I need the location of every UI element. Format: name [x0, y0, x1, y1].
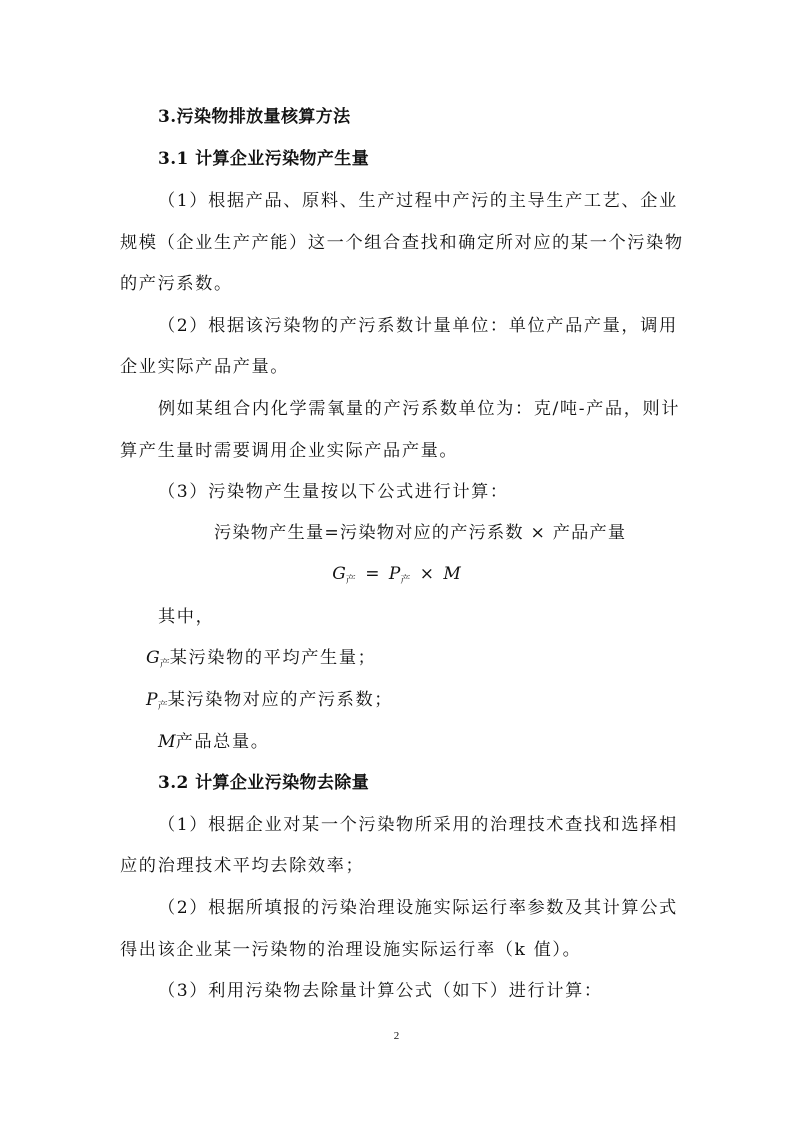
paragraph-line: 得出该企业某一污染物的治理设施实际运行率（k 值）。 [120, 940, 582, 960]
formula-subscript: 产 [345, 575, 356, 586]
paragraph-line: （2）根据所填报的污染治理设施实际运行率参数及其计算公式 [158, 898, 678, 918]
subsection-3-1-title: 3.1 计算企业污染物产生量 [158, 149, 370, 169]
formula-symbol-m: M [158, 732, 176, 752]
paragraph-line: 的产污系数。 [120, 274, 233, 294]
paragraph-line: 企业实际产品产量。 [120, 357, 290, 377]
section-title: 3.污染物排放量核算方法 [158, 107, 351, 127]
definition-m [158, 734, 270, 751]
paragraph-line: 规模（企业生产产能）这一个组合查找和确定所对应的某一个污染物 [120, 233, 684, 253]
paragraph-line: （1）根据企业对某一个污染物所采用的治理技术查找和选择相 [158, 815, 678, 835]
definition-text: 产品总量。 [175, 732, 270, 752]
paragraph-line: 例如某组合内化学需氧量的产污系数单位为：克/吨-产品，则计 [158, 399, 681, 419]
page-number: 2 [393, 1030, 400, 1042]
formula-symbol-m: M [443, 564, 461, 584]
formula-equation [0, 564, 793, 586]
where-label: 其中， [158, 607, 215, 627]
formula-symbol-g: G [146, 648, 160, 668]
formula-subscript: 产 [400, 575, 411, 586]
formula-symbol-g: G [332, 564, 346, 584]
definition-p [146, 690, 394, 712]
paragraph-line: 应的治理技术平均去除效率； [120, 856, 365, 876]
paragraph-line: （3）污染物产生量按以下公式进行计算： [158, 482, 509, 502]
formula-symbol-p: P [388, 564, 401, 584]
formula-times: × [419, 564, 434, 584]
definition-text: 某污染物的平均产生量； [169, 648, 377, 668]
formula-symbol-p: P [146, 690, 158, 710]
paragraph-line: （2）根据该污染物的产污系数计量单位：单位产品产量，调用 [158, 316, 678, 336]
paragraph-line: （1）根据产品、原料、生产过程中产污的主导生产工艺、企业 [158, 191, 678, 211]
paragraph-line: （3）利用污染物去除量计算公式（如下）进行计算： [158, 981, 603, 1001]
definition-g [146, 648, 377, 670]
formula-subscript: 产 [157, 701, 168, 712]
definition-text: 某污染物对应的产污系数； [167, 690, 394, 710]
formula-subscript: 产 [159, 659, 170, 670]
formula-text: 污染物产生量=污染物对应的产污系数 × 产品产量 [214, 523, 627, 543]
paragraph-line: 算产生量时需要调用企业实际产品产量。 [120, 441, 459, 461]
formula-equals: = [365, 564, 380, 584]
subsection-3-2-title: 3.2 计算企业污染物去除量 [158, 773, 370, 793]
